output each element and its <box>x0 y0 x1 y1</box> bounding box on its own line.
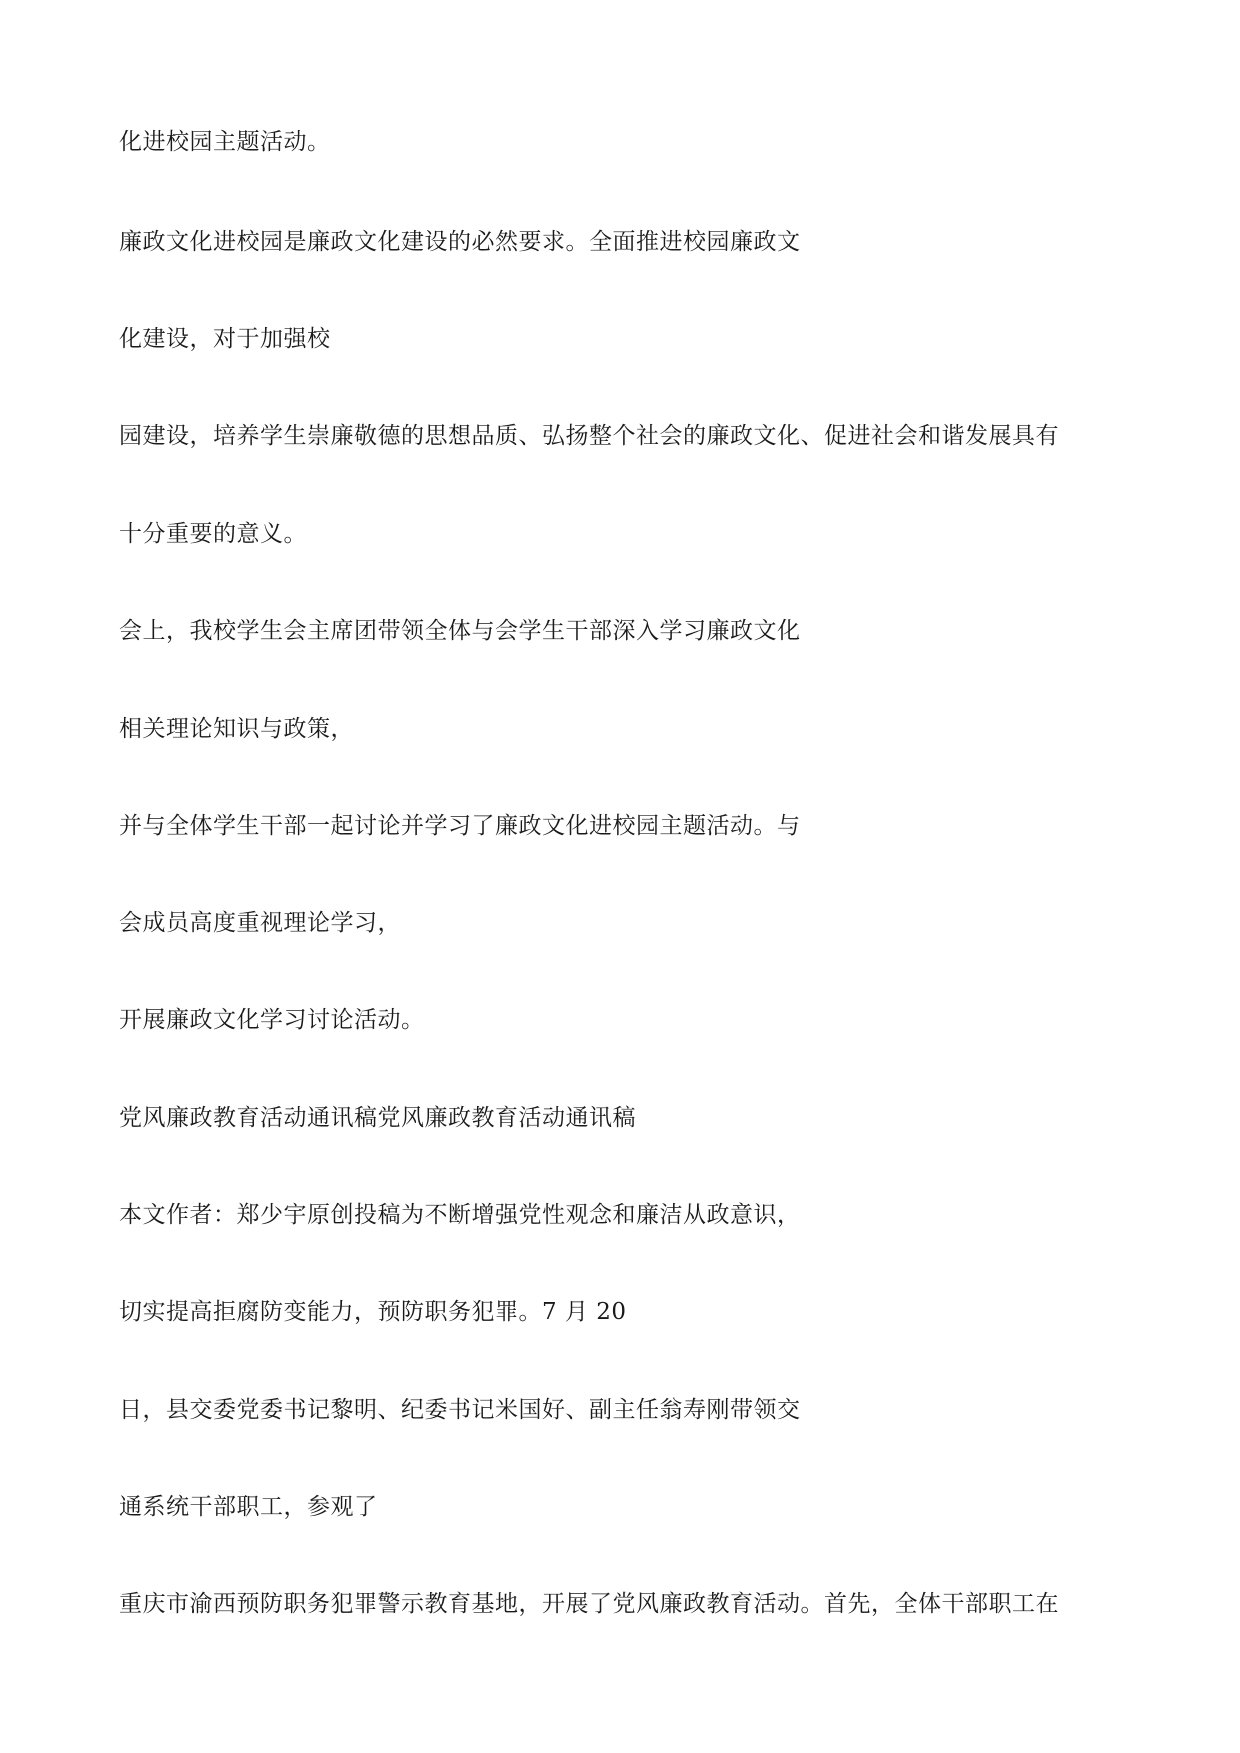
text-line: 并与全体学生干部一起讨论并学习了廉政文化进校园主题活动。与 <box>119 813 801 839</box>
text-line: 日，县交委党委书记黎明、纪委书记米国好、副主任翁寿刚带领交 <box>119 1397 801 1423</box>
section-heading-line: 党风廉政教育活动通讯稿党风廉政教育活动通讯稿 <box>119 1105 636 1131</box>
text-line: 十分重要的意义。 <box>119 521 307 547</box>
text-line: 切实提高拒腐防变能力，预防职务犯罪。7 月 20 <box>119 1299 627 1325</box>
text-line: 化进校园主题活动。 <box>119 129 331 155</box>
text-line: 会上，我校学生会主席团带领全体与会学生干部深入学习廉政文化 <box>119 618 801 644</box>
text-line: 本文作者：郑少宇原创投稿为不断增强党性观念和廉洁从政意识， <box>119 1202 801 1228</box>
text-line: 廉政文化进校园是廉政文化建设的必然要求。全面推进校园廉政文 <box>119 229 801 255</box>
text-line: 开展廉政文化学习讨论活动。 <box>119 1007 425 1033</box>
text-line: 重庆市渝西预防职务犯罪警示教育基地，开展了党风廉政教育活动。首先，全体干部职工在 <box>119 1591 1059 1617</box>
text-line: 园建设，培养学生崇廉敬德的思想品质、弘扬整个社会的廉政文化、促进社会和谐发展具有 <box>119 423 1059 449</box>
text-line: 会成员高度重视理论学习， <box>119 910 401 936</box>
text-line: 通系统干部职工，参观了 <box>119 1494 378 1520</box>
text-line: 相关理论知识与政策， <box>119 716 354 742</box>
text-line: 化建设，对于加强校 <box>119 326 331 352</box>
